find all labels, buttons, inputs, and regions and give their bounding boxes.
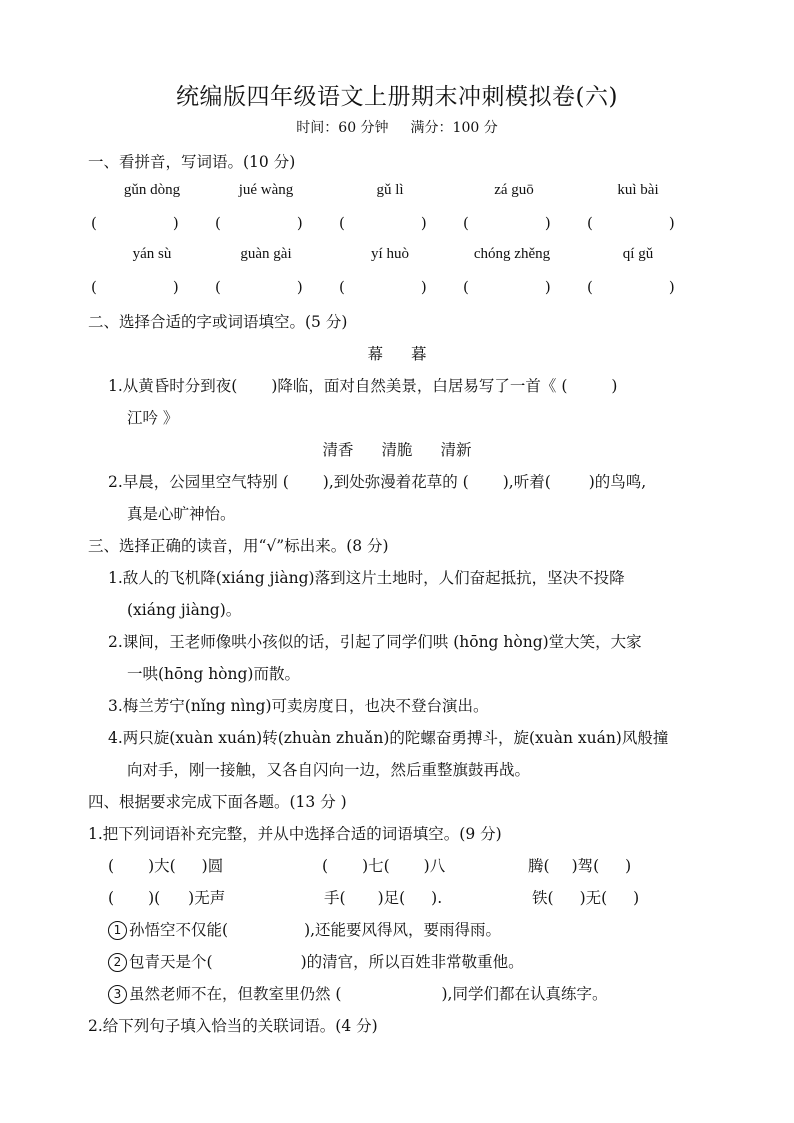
page-title: 统编版四年级语文上册期末冲刺模拟卷(六) [176, 84, 618, 110]
section1-heading: 一、看拼音，写词语。(10 分) [88, 153, 296, 171]
pinyin-2-3: yí huò [371, 246, 409, 262]
idiom-item: ( )大( )圆 [108, 857, 224, 875]
answer-blank[interactable]: ( ) [463, 278, 551, 296]
choice-word: 幕 [367, 345, 383, 363]
question-3-2[interactable]: 2.课间，王老师像哄小孩似的话，引起了同学们哄 (hōng hòng)堂大笑，大家 [108, 633, 642, 651]
answer-blank[interactable]: ( ) [463, 214, 551, 232]
question-2-2-cont: 真是心旷神怡。 [127, 505, 236, 523]
exam-info [0, 117, 794, 137]
idiom-item: 腾( )驾( ) [528, 857, 632, 875]
answer-blank[interactable]: ( ) [339, 214, 427, 232]
fill-sentence-2: 2 包青天是个( )的清官，所以百姓非常敬重他。 [108, 950, 524, 972]
answer-blank[interactable]: ( ) [587, 278, 675, 296]
question-4-1: 1.把下列词语补充完整，并从中选择合适的词语填空。(9 分) [88, 825, 502, 843]
idiom-item: ( )( )无声 [108, 889, 226, 907]
idiom-item: ( )七( )八 [322, 857, 446, 875]
section4-heading: 四、根据要求完成下面各题。(13 分 ) [88, 793, 347, 811]
answer-blank[interactable]: ( ) [339, 278, 427, 296]
question-3-1[interactable]: 1.敌人的飞机降(xiáng jiàng)落到这片土地时，人们奋起抵抗，坚决不投降 [108, 569, 625, 587]
word-choices-1 [0, 342, 794, 364]
pinyin-1-5: kuì bài [617, 182, 659, 198]
pinyin-2-1: yán sù [132, 246, 172, 262]
question-3-1-cont[interactable]: (xiáng jiàng)。 [127, 601, 242, 619]
idiom-item: 铁( )无( ) [532, 889, 640, 907]
pinyin-1-1: gǔn dòng [123, 182, 181, 198]
fill-sentence-1: 1 孙悟空不仅能( ),还能要风得风，要雨得雨。 [108, 918, 501, 940]
circled-number: 3 [108, 985, 127, 1004]
question-3-3[interactable]: 3.梅兰芳宁(nǐng nìng)可卖房度日，也决不登台演出。 [108, 697, 489, 715]
section2-heading: 二、选择合适的字或词语填空。(5 分) [88, 313, 348, 331]
answer-blank[interactable]: ( ) [587, 214, 675, 232]
answer-blank[interactable]: ( ) [91, 214, 179, 232]
question-2-1: 1.从黄昏时分到夜( )降临，面对自然美景，白居易写了一首《 ( ) [108, 377, 618, 395]
word-choices-2 [0, 438, 794, 460]
question-2-2: 2.早晨，公园里空气特别 ( ),到处弥漫着花草的 ( ),听着( )的鸟鸣, [108, 473, 647, 491]
pinyin-2-5: qí gǔ [622, 246, 654, 262]
pinyin-1-3: gǔ lì [376, 182, 404, 198]
pinyin-1-4: zá guō [494, 182, 534, 198]
circled-number: 1 [108, 921, 127, 940]
choice-word: 清香 [322, 441, 354, 459]
answer-blank[interactable]: ( ) [91, 278, 179, 296]
choice-word: 暮 [411, 345, 427, 363]
section3-heading: 三、选择正确的读音，用“√”标出来。(8 分) [88, 537, 389, 555]
choice-word: 清脆 [381, 441, 413, 459]
pinyin-2-4: chóng zhěng [473, 246, 551, 262]
idiom-item: 手( )足( ). [324, 889, 443, 907]
question-2-1-cont: 江吟 》 [127, 409, 179, 427]
pinyin-2-2: guàn gài [240, 246, 292, 262]
pinyin-1-2: jué wàng [238, 182, 294, 198]
question-3-4-cont: 向对手，刚一接触，又各自闪向一边，然后重整旗鼓再战。 [127, 761, 531, 779]
question-3-2-cont[interactable]: 一哄(hōng hòng)而散。 [127, 665, 300, 683]
circled-number: 2 [108, 953, 127, 972]
answer-blank[interactable]: ( ) [215, 278, 303, 296]
time-limit: 时间：60 分钟 [296, 120, 389, 136]
answer-blank[interactable]: ( ) [215, 214, 303, 232]
fill-sentence-3: 3 虽然老师不在，但教室里仍然 ( ),同学们都在认真练字。 [108, 982, 607, 1004]
choice-word: 清新 [440, 441, 472, 459]
question-3-4[interactable]: 4.两只旋(xuàn xuán)转(zhuàn zhuǎn)的陀螺奋勇搏斗，旋(xuàn xuán)风般撞 [108, 729, 669, 747]
question-4-2: 2.给下列句子填入恰当的关联词语。(4 分) [88, 1017, 378, 1035]
full-score: 满分：100 分 [410, 120, 498, 136]
